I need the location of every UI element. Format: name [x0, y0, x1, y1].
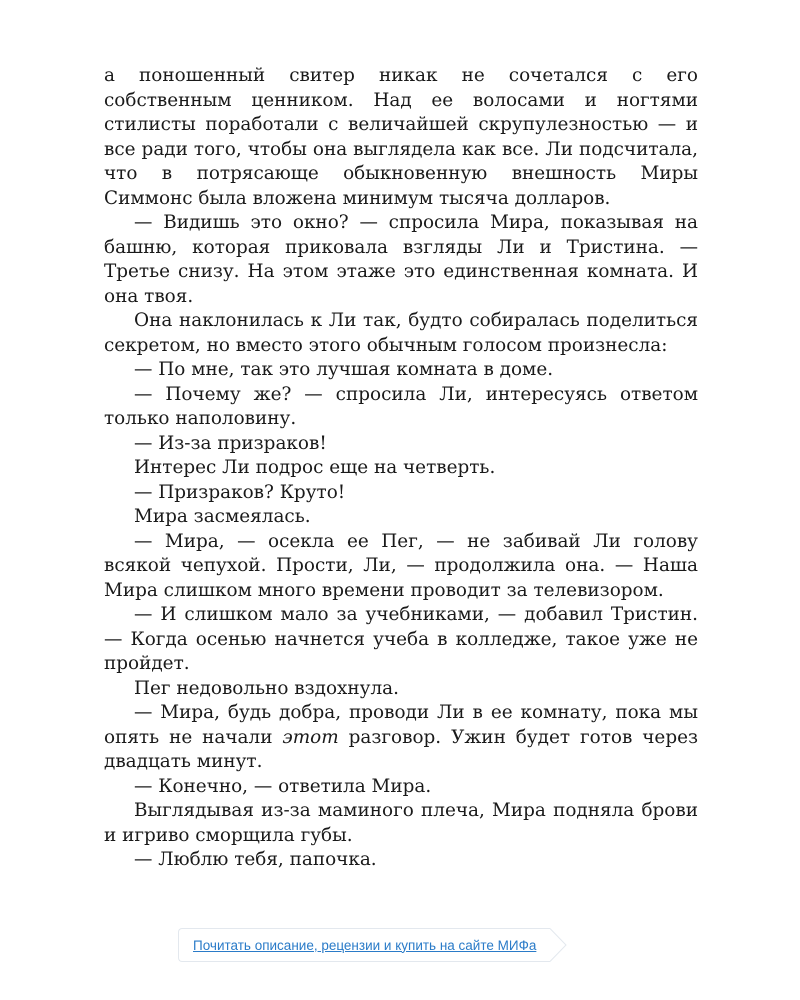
paragraph: — Люблю тебя, папочка.: [134, 849, 377, 870]
emphasized-word: этот: [282, 726, 339, 748]
paragraph: а поношенный свитер никак не сочетался с его собственным ценником. Над ее волосами и ногтями стилисты поработали с величайшей скрупулезностью — и все ради того, чтобы она выглядела как все. Ли подсчитала, что в потрясающе обыкновенную внешность Миры Симмонс была вложена минимум тысяча долларов.: [104, 65, 698, 209]
paragraph: — И слишком мало за учебниками, — добавил Тристин. — Когда осенью начнется учеба в колледже, такое уже не пройдет.: [104, 604, 698, 674]
chevron-right-icon[interactable]: [550, 928, 568, 962]
paragraph: — Почему же? — спросила Ли, интересуясь ответом только наполовину.: [104, 383, 698, 429]
paragraph: — Призраков? Круто!: [134, 481, 346, 503]
buy-link-box[interactable]: [178, 928, 550, 962]
paragraph-part: разговор. Ужин будет готов через двадцать минут.: [104, 726, 698, 772]
paragraph: Выглядывая из-за маминого плеча, Мира подняла брови и игриво сморщила губы.: [104, 800, 698, 846]
buy-link-banner[interactable]: [178, 928, 618, 962]
paragraph: Интерес Ли подрос еще на четверть.: [134, 457, 496, 478]
paragraph: — По мне, так это лучшая комната в доме.: [134, 359, 554, 380]
paragraph-with-emphasis: [104, 701, 698, 775]
paragraph: Пег недовольно вздохнула.: [134, 677, 399, 699]
book-text: [104, 64, 698, 873]
paragraph: — Из-за призраков!: [134, 432, 327, 454]
paragraph: — Мира, — осекла ее Пег, — не забивай Ли голову всякой чепухой. Прости, Ли, — продолжила она. — Наша Мира слишком много времени проводит за телевизором.: [104, 530, 698, 601]
paragraph-part: — Мира, будь добра, проводи Ли в ее комнату, пока мы опять не начали: [104, 702, 698, 748]
buy-link[interactable]: Почитать описание, рецензии и купить на сайте МИФа: [193, 937, 537, 953]
paragraph: Мира засмеялась.: [134, 506, 311, 527]
paragraph: Она наклонилась к Ли так, будто собиралась поделиться секретом, но вместо этого обычным голосом произнесла:: [104, 310, 698, 356]
paragraph: — Видишь это окно? — спросила Мира, показывая на башню, которая приковала взгляды Ли и Тристина. — Третье снизу. На этом этаже это единственная комната. И она твоя.: [104, 212, 698, 307]
paragraph: — Конечно, — ответила Мира.: [134, 775, 432, 797]
